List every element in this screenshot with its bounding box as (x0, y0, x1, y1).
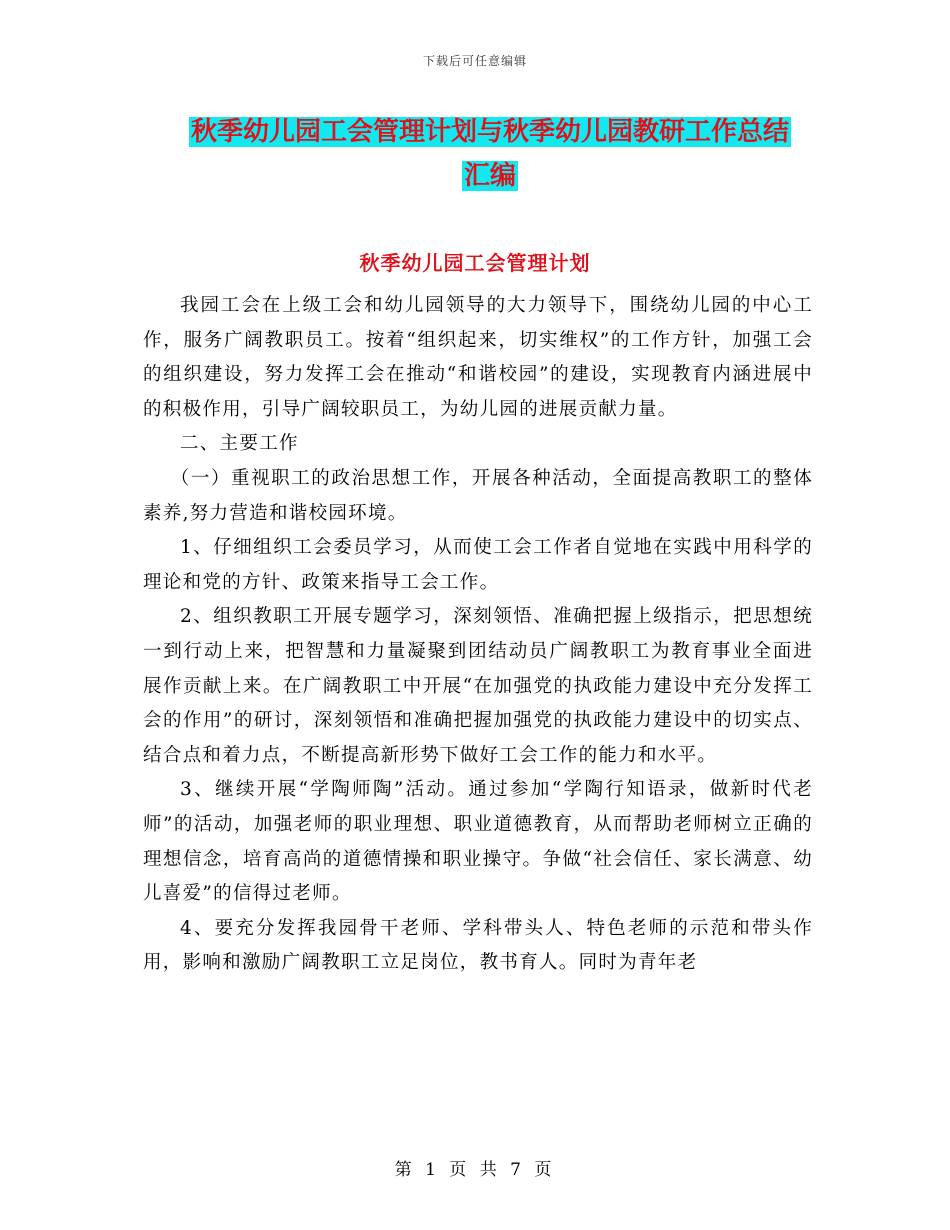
document-body (143, 289, 813, 981)
paragraph: 我园工会在上级工会和幼儿园领导的大力领导下，围绕幼儿园的中心工作，服务广阔教职员工。按着“组织起来，切实维权”的工作方针，加强工会的组织建设，努力发挥工会在推动“和谐校园”的建设，实现教育内涵进展中的积极作用，引导广阔较职员工，为幼儿园的进展贡献力量。 (143, 295, 813, 420)
document-title (140, 110, 840, 198)
document-title-line-2: 汇编 (463, 161, 516, 191)
paragraph: 4、要充分发挥我园骨干老师、学科带头人、特色老师的示范和带头作用，影响和激励广阔教职工立足岗位，教书育人。同时为青年老 (143, 917, 813, 974)
page-number: 第 1 页 共 7 页 (394, 1160, 556, 1180)
paragraph: 二、主要工作 (180, 433, 299, 455)
paragraph: 3、继续开展“学陶师陶”活动。通过参加“学陶行知语录，做新时代老师”的活动，加强老师的职业理想、职业道德教育，从而帮助老师树立正确的理想信念，培育高尚的道德情操和职业操守。争做“社会信任、家长满意、幼儿喜爱”的信得过老师。 (143, 779, 813, 905)
paragraph: 2、组织教职工开展专题学习，深刻领悟、准确把握上级指示，把思想统一到行动上来，把智慧和力量凝聚到团结动员广阔教职工为教育事业全面进展作贡献上来。在广阔教职工中开展“在加强党的执政能力建设中充分发挥工会的作用”的研讨，深刻领悟和准确把握加强党的执政能力建设中的切实点、结合点和着力点，不断提高新形势下做好工会工作的能力和水平。 (143, 606, 813, 766)
section-title: 秋季幼儿园工会管理计划 (359, 251, 591, 275)
page-header-note: 下载后可任意编辑 (422, 54, 527, 68)
document-title-line-1: 秋季幼儿园工会管理计划与秋季幼儿园教研工作总结 (190, 117, 789, 147)
paragraph: （一）重视职工的政治思想工作，开展各种活动，全面提高教职工的整体素养,努力营造和谐校园环境。 (143, 467, 813, 524)
paragraph: 1、仔细组织工会委员学习，从而使工会工作者自觉地在实践中用科学的理论和党的方针、政策来指导工会工作。 (143, 537, 813, 593)
